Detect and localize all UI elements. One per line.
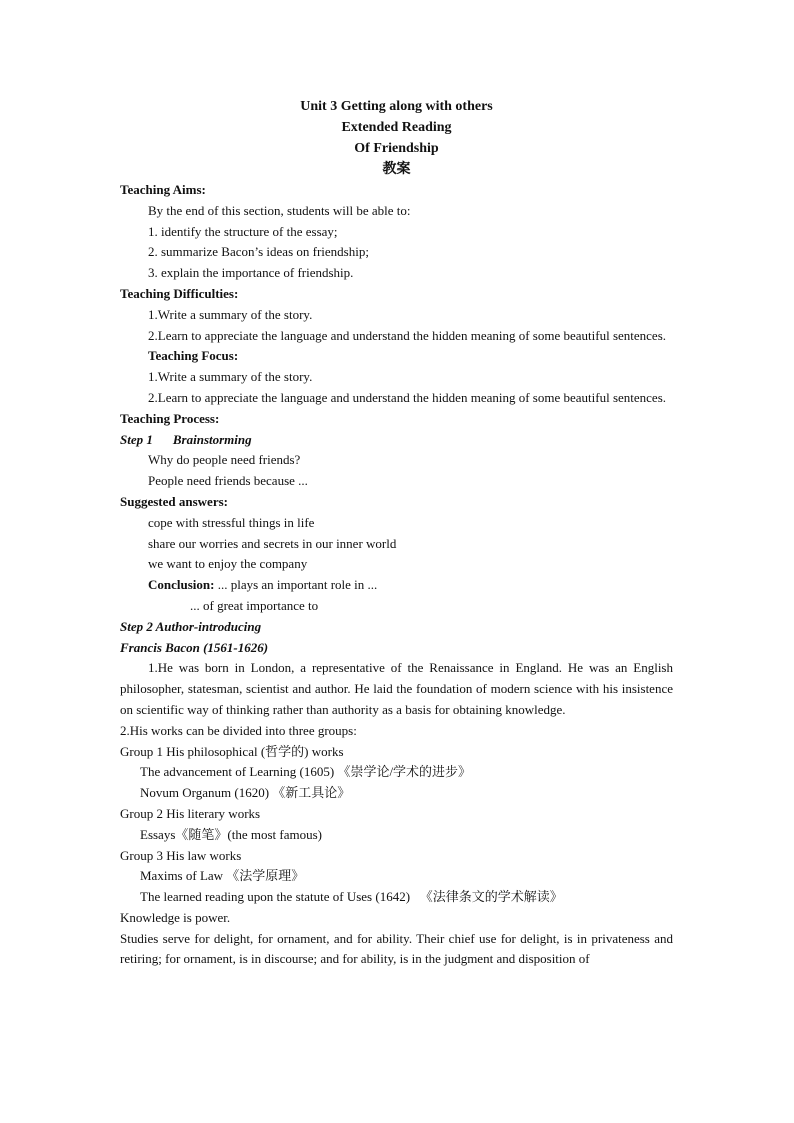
works-group-2: Group 2 His literary works [120, 805, 261, 821]
author-heading: Francis Bacon (1561-1626) [120, 639, 269, 655]
quote-knowledge: Knowledge is power. [120, 909, 231, 925]
teaching-focus-heading: Teaching Focus: [148, 348, 239, 364]
answer-item: share our worries and secrets in our inner world [148, 535, 397, 551]
works-intro: 2.His works can be divided into three groups: [120, 722, 357, 738]
step2-heading: Step 2 Author-introducing [120, 618, 262, 634]
works-item: The advancement of Learning (1605) 《崇学论/学术的进步》 [140, 764, 472, 780]
brainstorm-question: Why do people need friends? [148, 452, 301, 468]
step1-label: Step 1 [120, 431, 153, 447]
step1-title: Brainstorming [172, 431, 252, 447]
step1-heading [120, 430, 673, 451]
suggested-answers-heading: Suggested answers: [120, 493, 228, 509]
works-item: The learned reading upon the statute of Uses (1642) 《法律条文的学术解读》 [140, 889, 563, 905]
works-group-1: Group 1 His philosophical (哲学的) works [120, 743, 344, 759]
title-extended-reading: Extended Reading [341, 120, 452, 135]
aims-intro: By the end of this section, students will be able to: [148, 202, 411, 218]
document-page [120, 96, 673, 970]
conclusion-text: ... plays an important role in ... [214, 577, 378, 593]
works-item: Essays《随笔》(the most famous) [140, 826, 322, 842]
focus-item: 2.Learn to appreciate the language and understand the hidden meaning of some beautiful sentences. [148, 389, 667, 405]
answer-item: cope with stressful things in life [148, 514, 315, 530]
title-lesson-plan: 教案 [382, 162, 411, 177]
focus-item: 1.Write a summary of the story. [148, 369, 313, 385]
aims-item: 2. summarize Bacon’s ideas on friendship; [148, 244, 369, 260]
author-bio: 1.He was born in London, a representative of the Renaissance in England. He was an English philosopher, statesman, scientist and author. He laid the foundation of modern science with his insistence on scientific way of thinking rather than authority as a basis for obtaining knowledge. [120, 660, 673, 717]
teaching-aims-heading: Teaching Aims: [120, 182, 206, 197]
quote-studies: Studies serve for delight, for ornament, and for ability. Their chief use for delight, is in privateness and retiring; for ornament, is in discourse; and for ability, is in the judgment and disposition of [120, 930, 673, 967]
works-item: Maxims of Law 《法学原理》 [140, 868, 305, 884]
aims-item: 1. identify the structure of the essay; [148, 223, 338, 239]
teaching-difficulties-heading: Teaching Difficulties: [120, 285, 239, 301]
difficulties-item: 2.Learn to appreciate the language and understand the hidden meaning of some beautiful sentences. [148, 327, 667, 343]
conclusion-line-2: ... of great importance to [190, 597, 319, 613]
conclusion-label: Conclusion: [148, 577, 215, 593]
works-item: Novum Organum (1620) 《新工具论》 [140, 785, 351, 801]
difficulties-item: 1.Write a summary of the story. [148, 306, 313, 322]
answer-item: we want to enjoy the company [148, 556, 308, 572]
works-group-3: Group 3 His law works [120, 847, 242, 863]
brainstorm-prompt: People need friends because ... [148, 473, 308, 489]
title-unit: Unit 3 Getting along with others [300, 99, 493, 114]
teaching-process-heading: Teaching Process: [120, 410, 220, 426]
title-of-friendship: Of Friendship [354, 141, 439, 156]
aims-item: 3. explain the importance of friendship. [148, 265, 354, 281]
conclusion-line [120, 575, 673, 596]
